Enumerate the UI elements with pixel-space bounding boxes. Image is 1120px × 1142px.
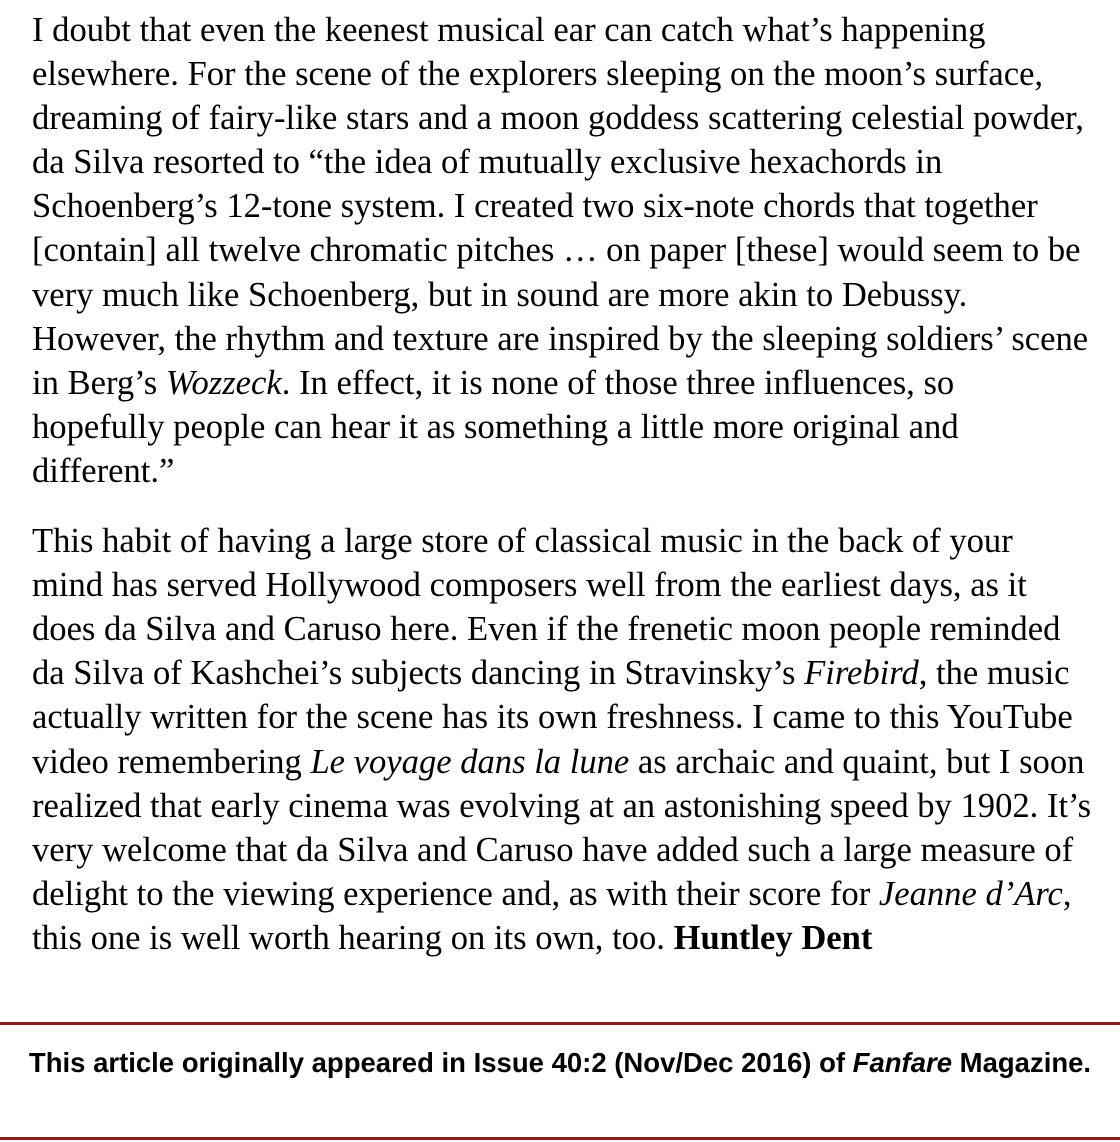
source-note-text: This article originally appeared in Issue 40:2 (Nov/Dec 2016) of xyxy=(28,1047,853,1078)
paragraph-2-text-c: as archaic and quaint, but I soon realized that early cinema was evolving at an astonishing speed by 1902. It’s very welcome that da Silva and Caruso have added such a large measure of delight to the viewing experience and, as with their score for xyxy=(32,742,1092,913)
title-wozzeck: Wozzeck xyxy=(165,363,282,402)
author-name: Huntley Dent xyxy=(673,918,873,957)
divider-bottom xyxy=(0,1137,1120,1140)
magazine-name: Fanfare xyxy=(852,1047,953,1078)
divider-top xyxy=(0,1022,1120,1025)
paragraph-1 xyxy=(32,8,1092,493)
source-note-suffix: Magazine. xyxy=(952,1047,1092,1078)
paragraph-2 xyxy=(32,519,1092,960)
title-le-voyage-dans-la-lune: Le voyage dans la lune xyxy=(310,742,630,781)
paragraph-2-text-a: This habit of having a large store of classical music in the back of your mind has served Hollywood composers well from the earliest days, as it does da Silva and Caruso here. Even if the frenetic moon people reminded da Silva of Kashchei’s subjects dancing in Stravinsky’s xyxy=(32,522,1061,693)
title-jeanne-darc: Jeanne d’Arc xyxy=(878,874,1063,913)
paragraph-1-text-b: . In effect, it is none of those three influences, so hopefully people can hear it as something a little more original and different.” xyxy=(32,363,959,490)
article-body xyxy=(32,8,1092,960)
paragraph-2-text-d: , this one is well worth hearing on its own, too. xyxy=(32,874,1072,957)
paragraph-2-text-b: , the music actually written for the scene has its own freshness. I came to this YouTube video remembering xyxy=(32,654,1073,781)
title-firebird: Firebird xyxy=(804,654,919,693)
source-note xyxy=(0,1046,1120,1080)
paragraph-1-text-a: I doubt that even the keenest musical ear can catch what’s happening elsewhere. For the scene of the explorers sleeping on the moon’s surface, dreaming of fairy-like stars and a moon goddess scattering celestial powder, da Silva resorted to “the idea of mutually exclusive hexachords in Schoenberg’s 12-tone system. I created two six-note chords that together [contain] all twelve chromatic pitches … on paper [these] would seem to be very much like Schoenberg, but in sound are more akin to Debussy. However, the rhythm and texture are inspired by the sleeping soldiers’ scene in Berg’s xyxy=(32,11,1089,402)
